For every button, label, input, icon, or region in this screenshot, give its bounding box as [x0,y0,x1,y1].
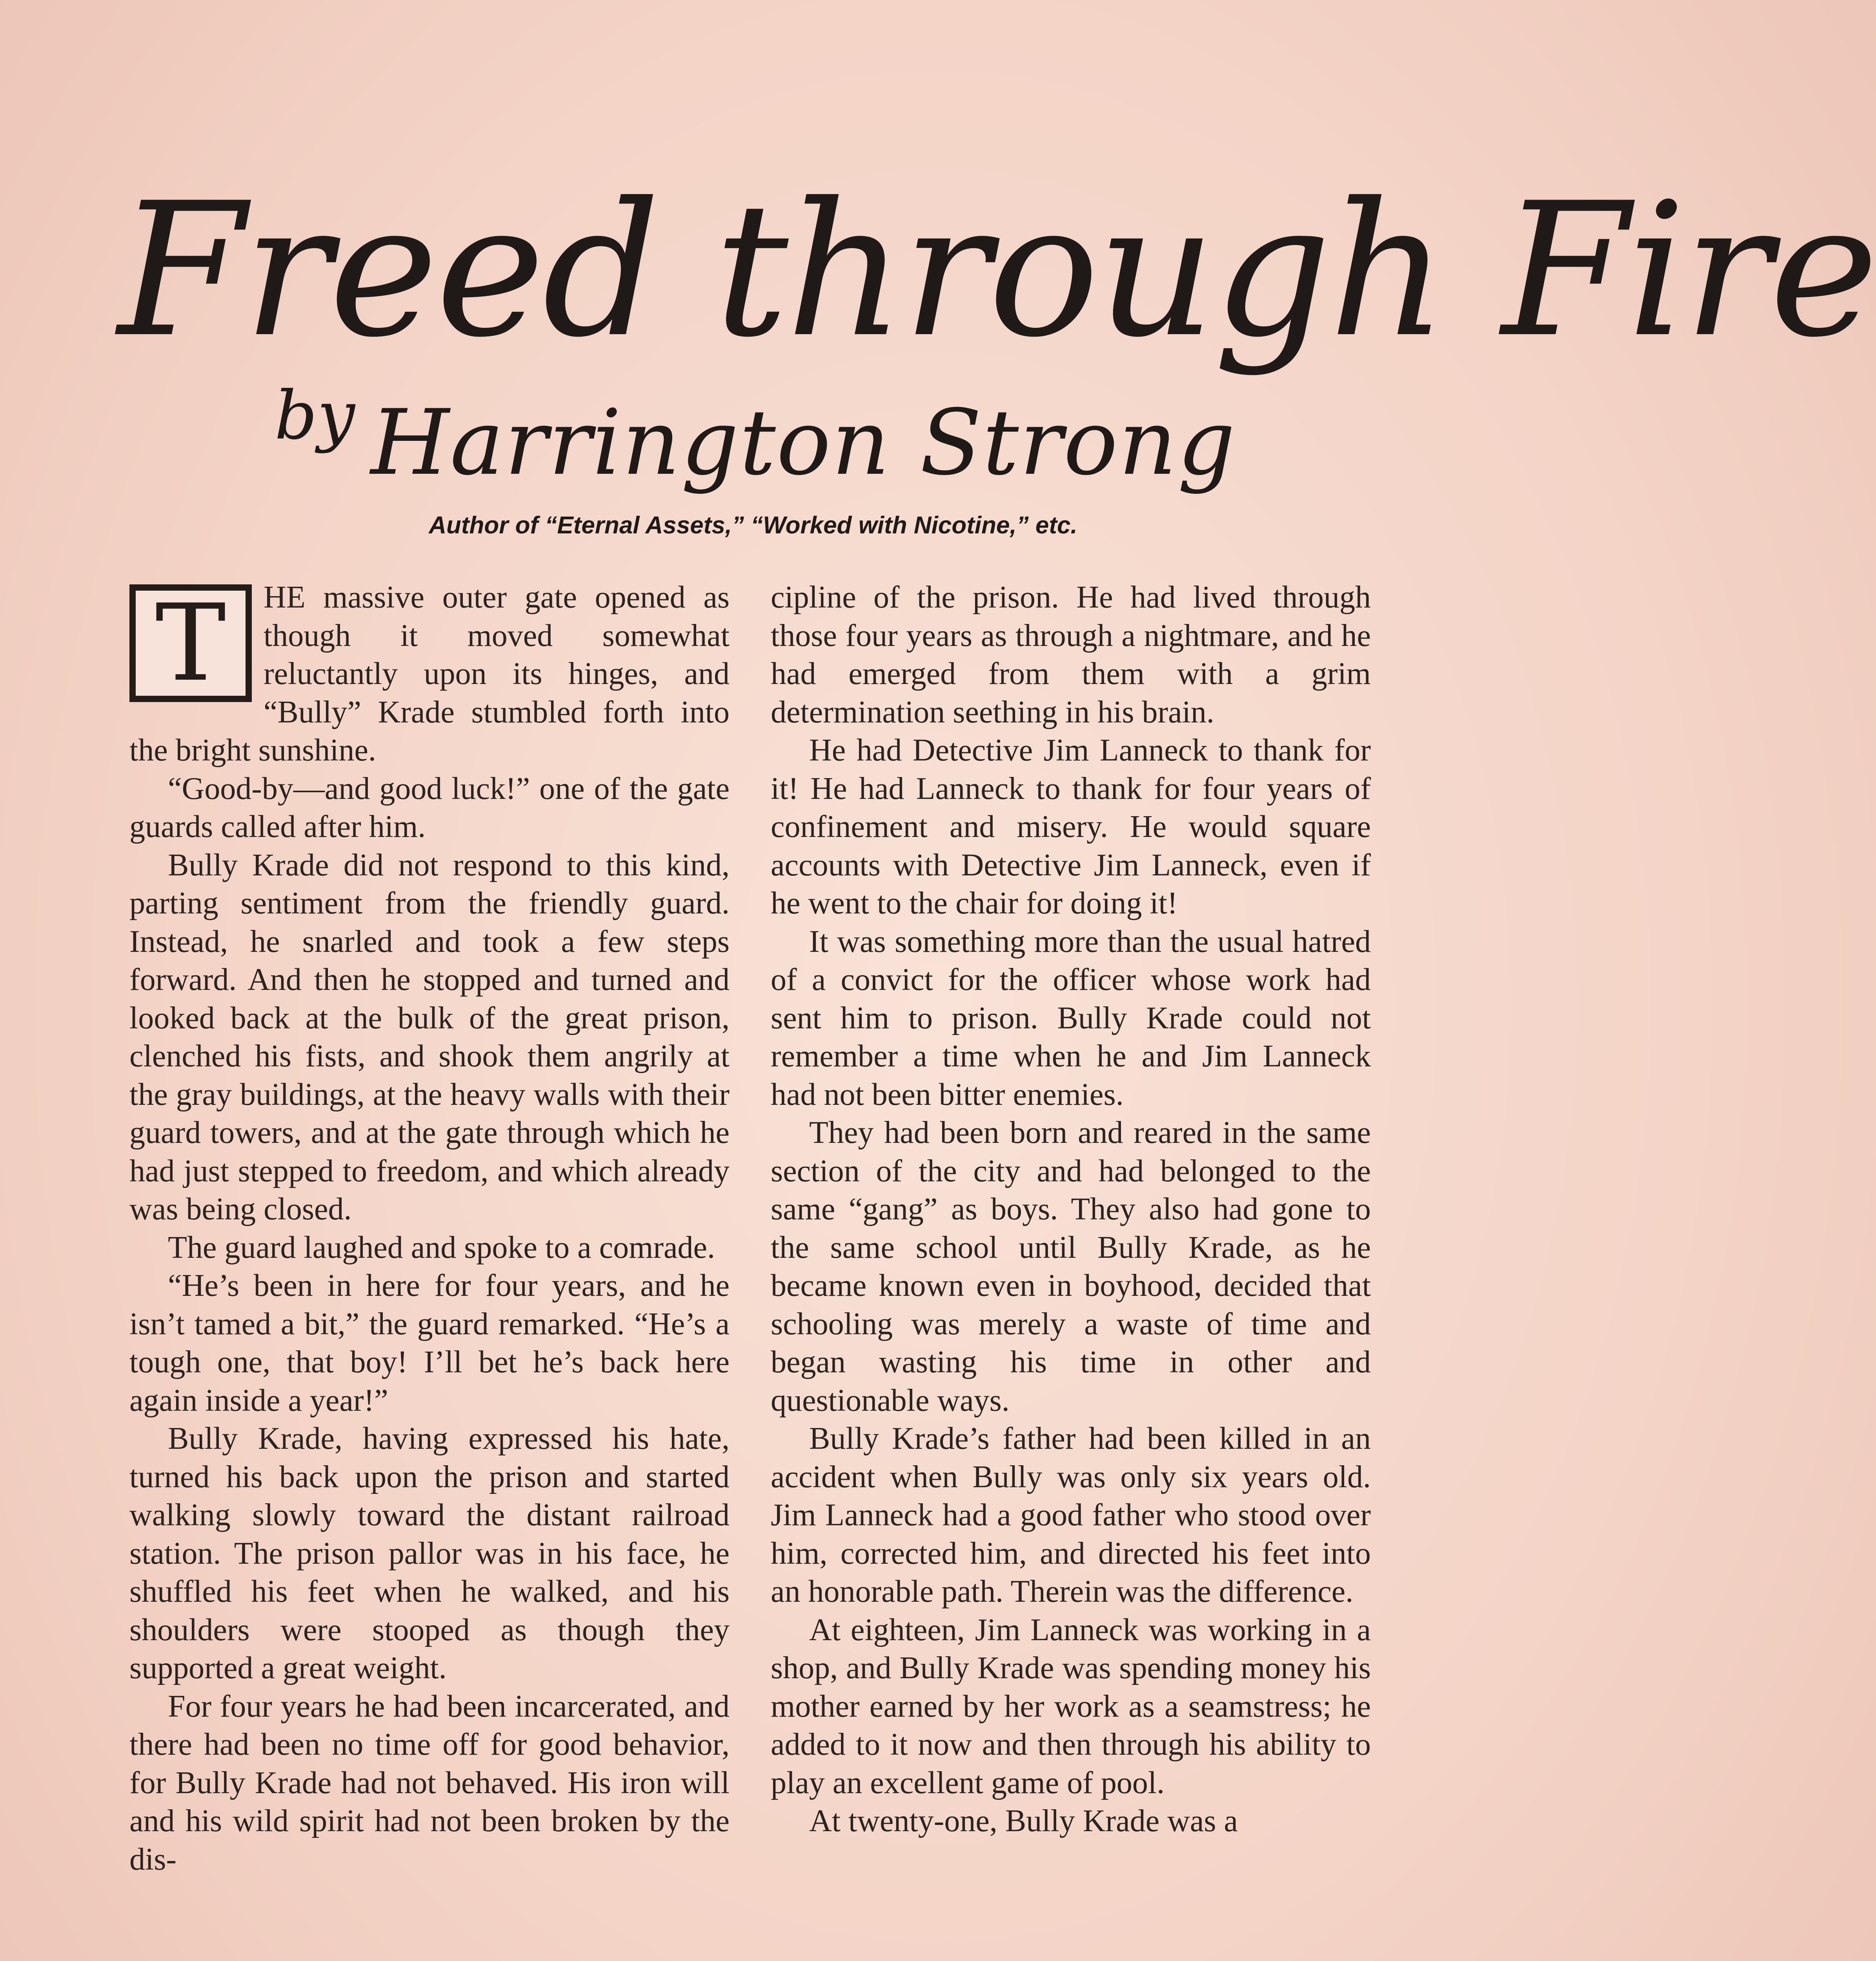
paragraph: cipline of the prison. He had lived through those four years as through a nightmare, and he had emerged from them with a grim determination seething in his brain. [771,580,1371,729]
paragraph: At eighteen, Jim Lanneck was working in a shop, and Bully Krade was spending money his mother earned by her work as a seamstress; he added to it now and then through his ability to play an excellent game of pool. [771,1612,1371,1800]
paragraph: “He’s been in here for four years, and he isn’t tamed a bit,” the guard remarked. “He’s a tough one, that boy! I’ll bet he’s back here again inside a year!” [129,1268,730,1418]
author-name: Harrington Strong [370,391,1236,495]
paragraph: HE massive outer gate opened as though it moved somewhat reluctantly upon its hinges, and “Bully” Krade stumbled forth into the bright sunshine. [129,580,730,768]
paragraph: They had been born and reared in the same section of the city and had belonged to the same “gang” as boys. They also had gone to the same school until Bully Krade, as he became known even in boyhood, decided that schooling was merely a waste of time and began wasting his time in other and questionable ways. [771,1115,1371,1418]
paragraph: For four years he had been incarcerated, and there had been no time off for good behavior, for Bully Krade had not behaved. His iron will and his wild spirit had not been broken by the dis- [129,1689,730,1877]
author-credits: Author of “Eternal Assets,” “Worked with Nicotine,” etc. [429,512,1077,539]
paragraph: Bully Krade did not respond to this kind, parting sentiment from the friendly guard. Instead, he snarled and took a few steps forward. And then he stopped and turned and looked back at the bulk of the great prison, clenched his fists, and shook them angrily at the gray buildings, at the heavy walls with their guard towers, and at the gate through which he had just stepped to freedom, and which already was being closed. [129,848,730,1226]
paragraph: “Good-by—and good luck!” one of the gate guards called after him. [129,771,730,844]
paragraph: He had Detective Jim Lanneck to thank for it! He had Lanneck to thank for four years of confinement and misery. He would square accounts with Detective Jim Lanneck, even if he went to the chair for doing it! [771,733,1371,920]
drop-cap: T [129,584,252,702]
paragraph: The guard laughed and spoke to a comrade. [168,1230,715,1265]
paragraph: Bully Krade, having expressed his hate, turned his back upon the prison and started walking slowly toward the distant railroad station. The prison pallor was in his face, he shuffled his feet when he walked, and his shoulders were stooped as though they supported a great weight. [129,1421,730,1685]
right-column [771,578,1371,1961]
paragraph: At twenty-one, Bully Krade was a [809,1804,1238,1838]
paragraph: It was something more than the usual hatred of a convict for the officer whose work had sent him to prison. Bully Krade could not remember a time when he and Jim Lanneck had not been bitter enemies. [771,924,1371,1112]
paragraph: Bully Krade’s father had been killed in an accident when Bully was only six years old. Jim Lanneck had a good father who stood over him, corrected him, and directed his feet into an honorable path. Therein was the difference. [771,1421,1371,1609]
left-column [129,578,730,1961]
byline-prefix: by [275,377,355,455]
byline [275,377,1236,510]
story-title: Freed through Fire [118,163,1876,378]
